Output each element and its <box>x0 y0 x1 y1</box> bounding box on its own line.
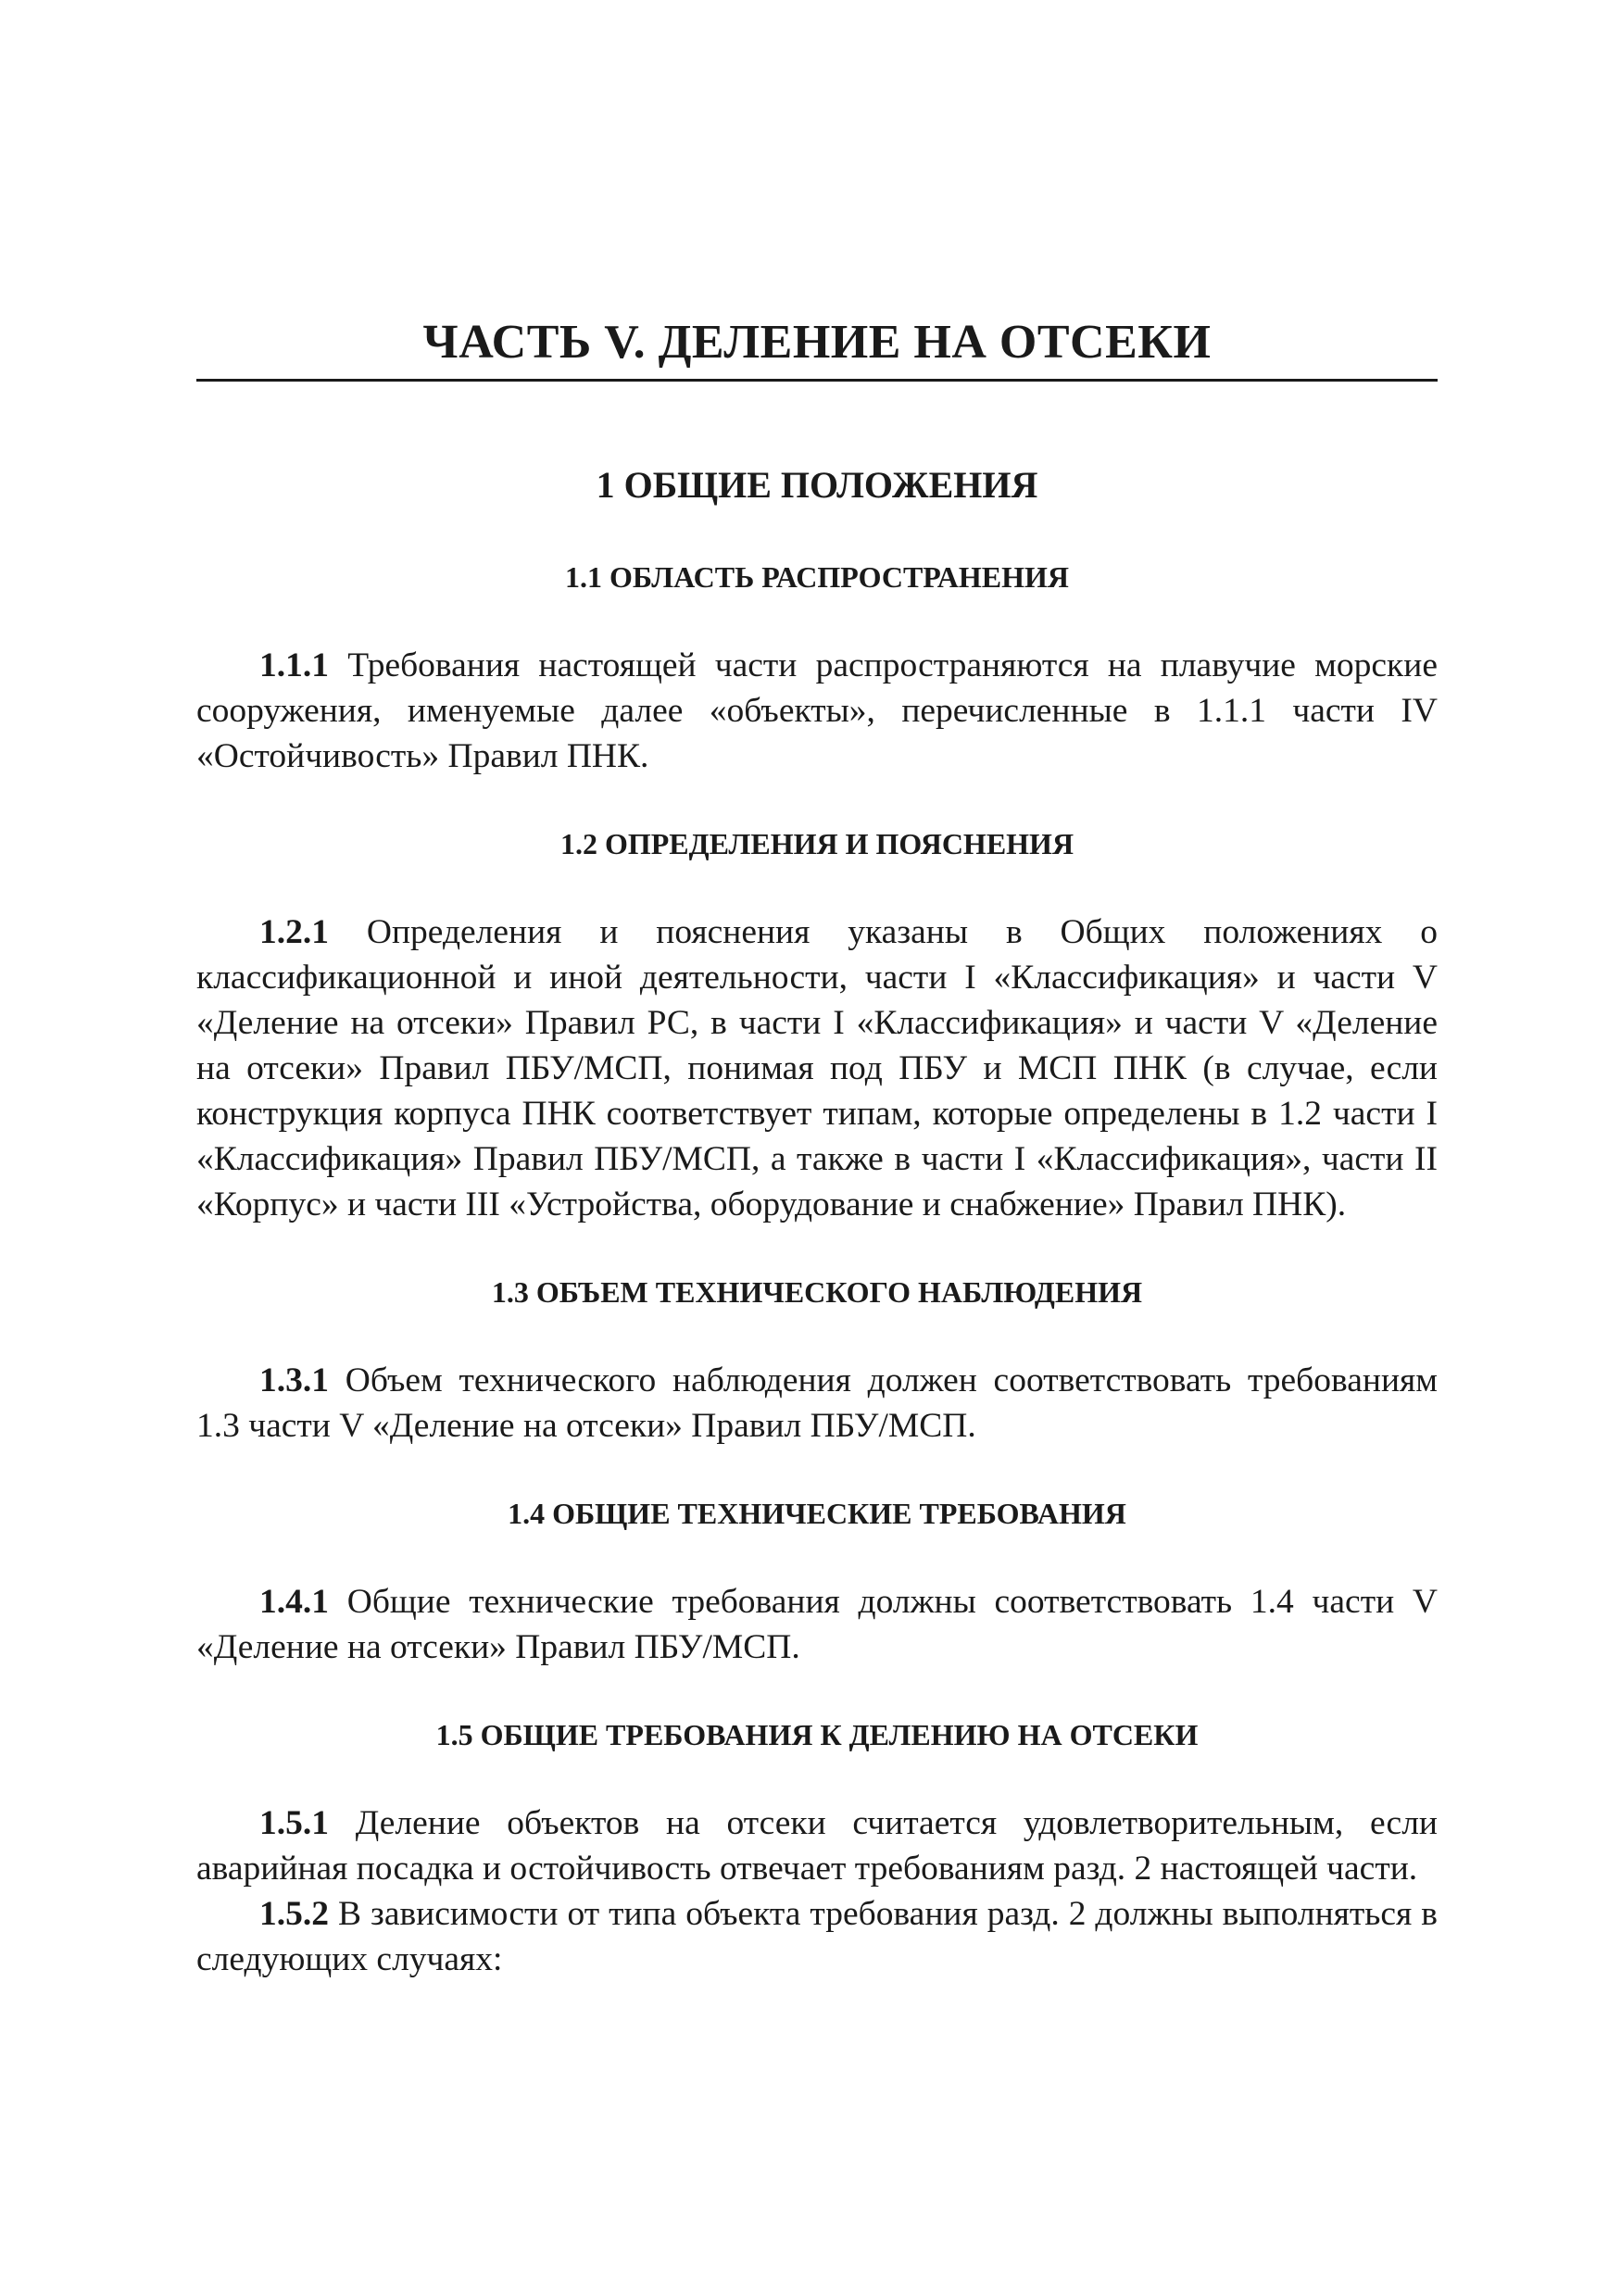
paragraph-number: 1.5.2 <box>259 1895 329 1933</box>
part-title: ЧАСТЬ V. ДЕЛЕНИЕ НА ОТСЕКИ <box>422 316 1212 369</box>
document-page <box>196 315 1438 1982</box>
subsection-title-1-5: 1.5 ОБЩИЕ ТРЕБОВАНИЯ К ДЕЛЕНИЮ НА ОТСЕКИ <box>435 1718 1199 1751</box>
section-title: 1 ОБЩИЕ ПОЛОЖЕНИЯ <box>596 464 1038 506</box>
paragraph-number: 1.2.1 <box>259 913 329 951</box>
paragraph-1-3-1 <box>196 1358 1438 1449</box>
paragraph-1-2-1 <box>196 910 1438 1227</box>
paragraph-1-4-1 <box>196 1579 1438 1670</box>
paragraph-text: Деление объектов на отсеки считается удовлетворительным, если аварийная посадка и остойчивость отвечает требованиям разд. 2 настоящей части. <box>196 1804 1438 1888</box>
title-underline <box>196 379 1438 382</box>
paragraph-number: 1.3.1 <box>259 1361 329 1399</box>
subsection-title-1-3: 1.3 ОБЪЕМ ТЕХНИЧЕСКОГО НАБЛЮДЕНИЯ <box>491 1275 1143 1309</box>
paragraph-1-5-2 <box>196 1891 1438 1982</box>
subsection-title-1-1: 1.1 ОБЛАСТЬ РАСПРОСТРАНЕНИЯ <box>565 560 1069 594</box>
paragraph-text: Определения и пояснения указаны в Общих положениях о классификационной и иной деятельности, части I «Классификация» и части V «Деление на отсеки» Правил РС, в части I «Классификация» и части V «Деление на отсеки» Правил ПБУ/МСП, понимая под ПБУ и МСП ПНК (в случае, если конструкция корпуса ПНК соответствует типам, которые определены в 1.2 части I «Классификация» Правил ПБУ/МСП, а также в части I «Классификация», части II «Корпус» и части III «Устройства, оборудование и снабжение» Правил ПНК). <box>196 913 1438 1223</box>
paragraph-text: В зависимости от типа объекта требования разд. 2 должны выполняться в следующих случаях: <box>196 1895 1438 1978</box>
subsection-title-1-4: 1.4 ОБЩИЕ ТЕХНИЧЕСКИЕ ТРЕБОВАНИЯ <box>508 1497 1126 1530</box>
paragraph-1-1-1 <box>196 643 1438 779</box>
paragraph-number: 1.5.1 <box>259 1804 329 1842</box>
paragraph-text: Общие технические требования должны соответствовать 1.4 части V «Деление на отсеки» Правил ПБУ/МСП. <box>196 1583 1438 1666</box>
subsection-title-1-2: 1.2 ОПРЕДЕЛЕНИЯ И ПОЯСНЕНИЯ <box>559 827 1074 860</box>
paragraph-1-5-1 <box>196 1800 1438 1891</box>
paragraph-number: 1.4.1 <box>259 1583 329 1621</box>
paragraph-text: Требования настоящей части распространяются на плавучие морские сооружения, именуемые далее «объекты», перечисленные в 1.1.1 части IV «Остойчивость» Правил ПНК. <box>196 646 1438 775</box>
paragraph-number: 1.1.1 <box>259 646 329 684</box>
paragraph-text: Объем технического наблюдения должен соответствовать требованиям 1.3 части V «Деление на отсеки» Правил ПБУ/МСП. <box>196 1361 1438 1445</box>
